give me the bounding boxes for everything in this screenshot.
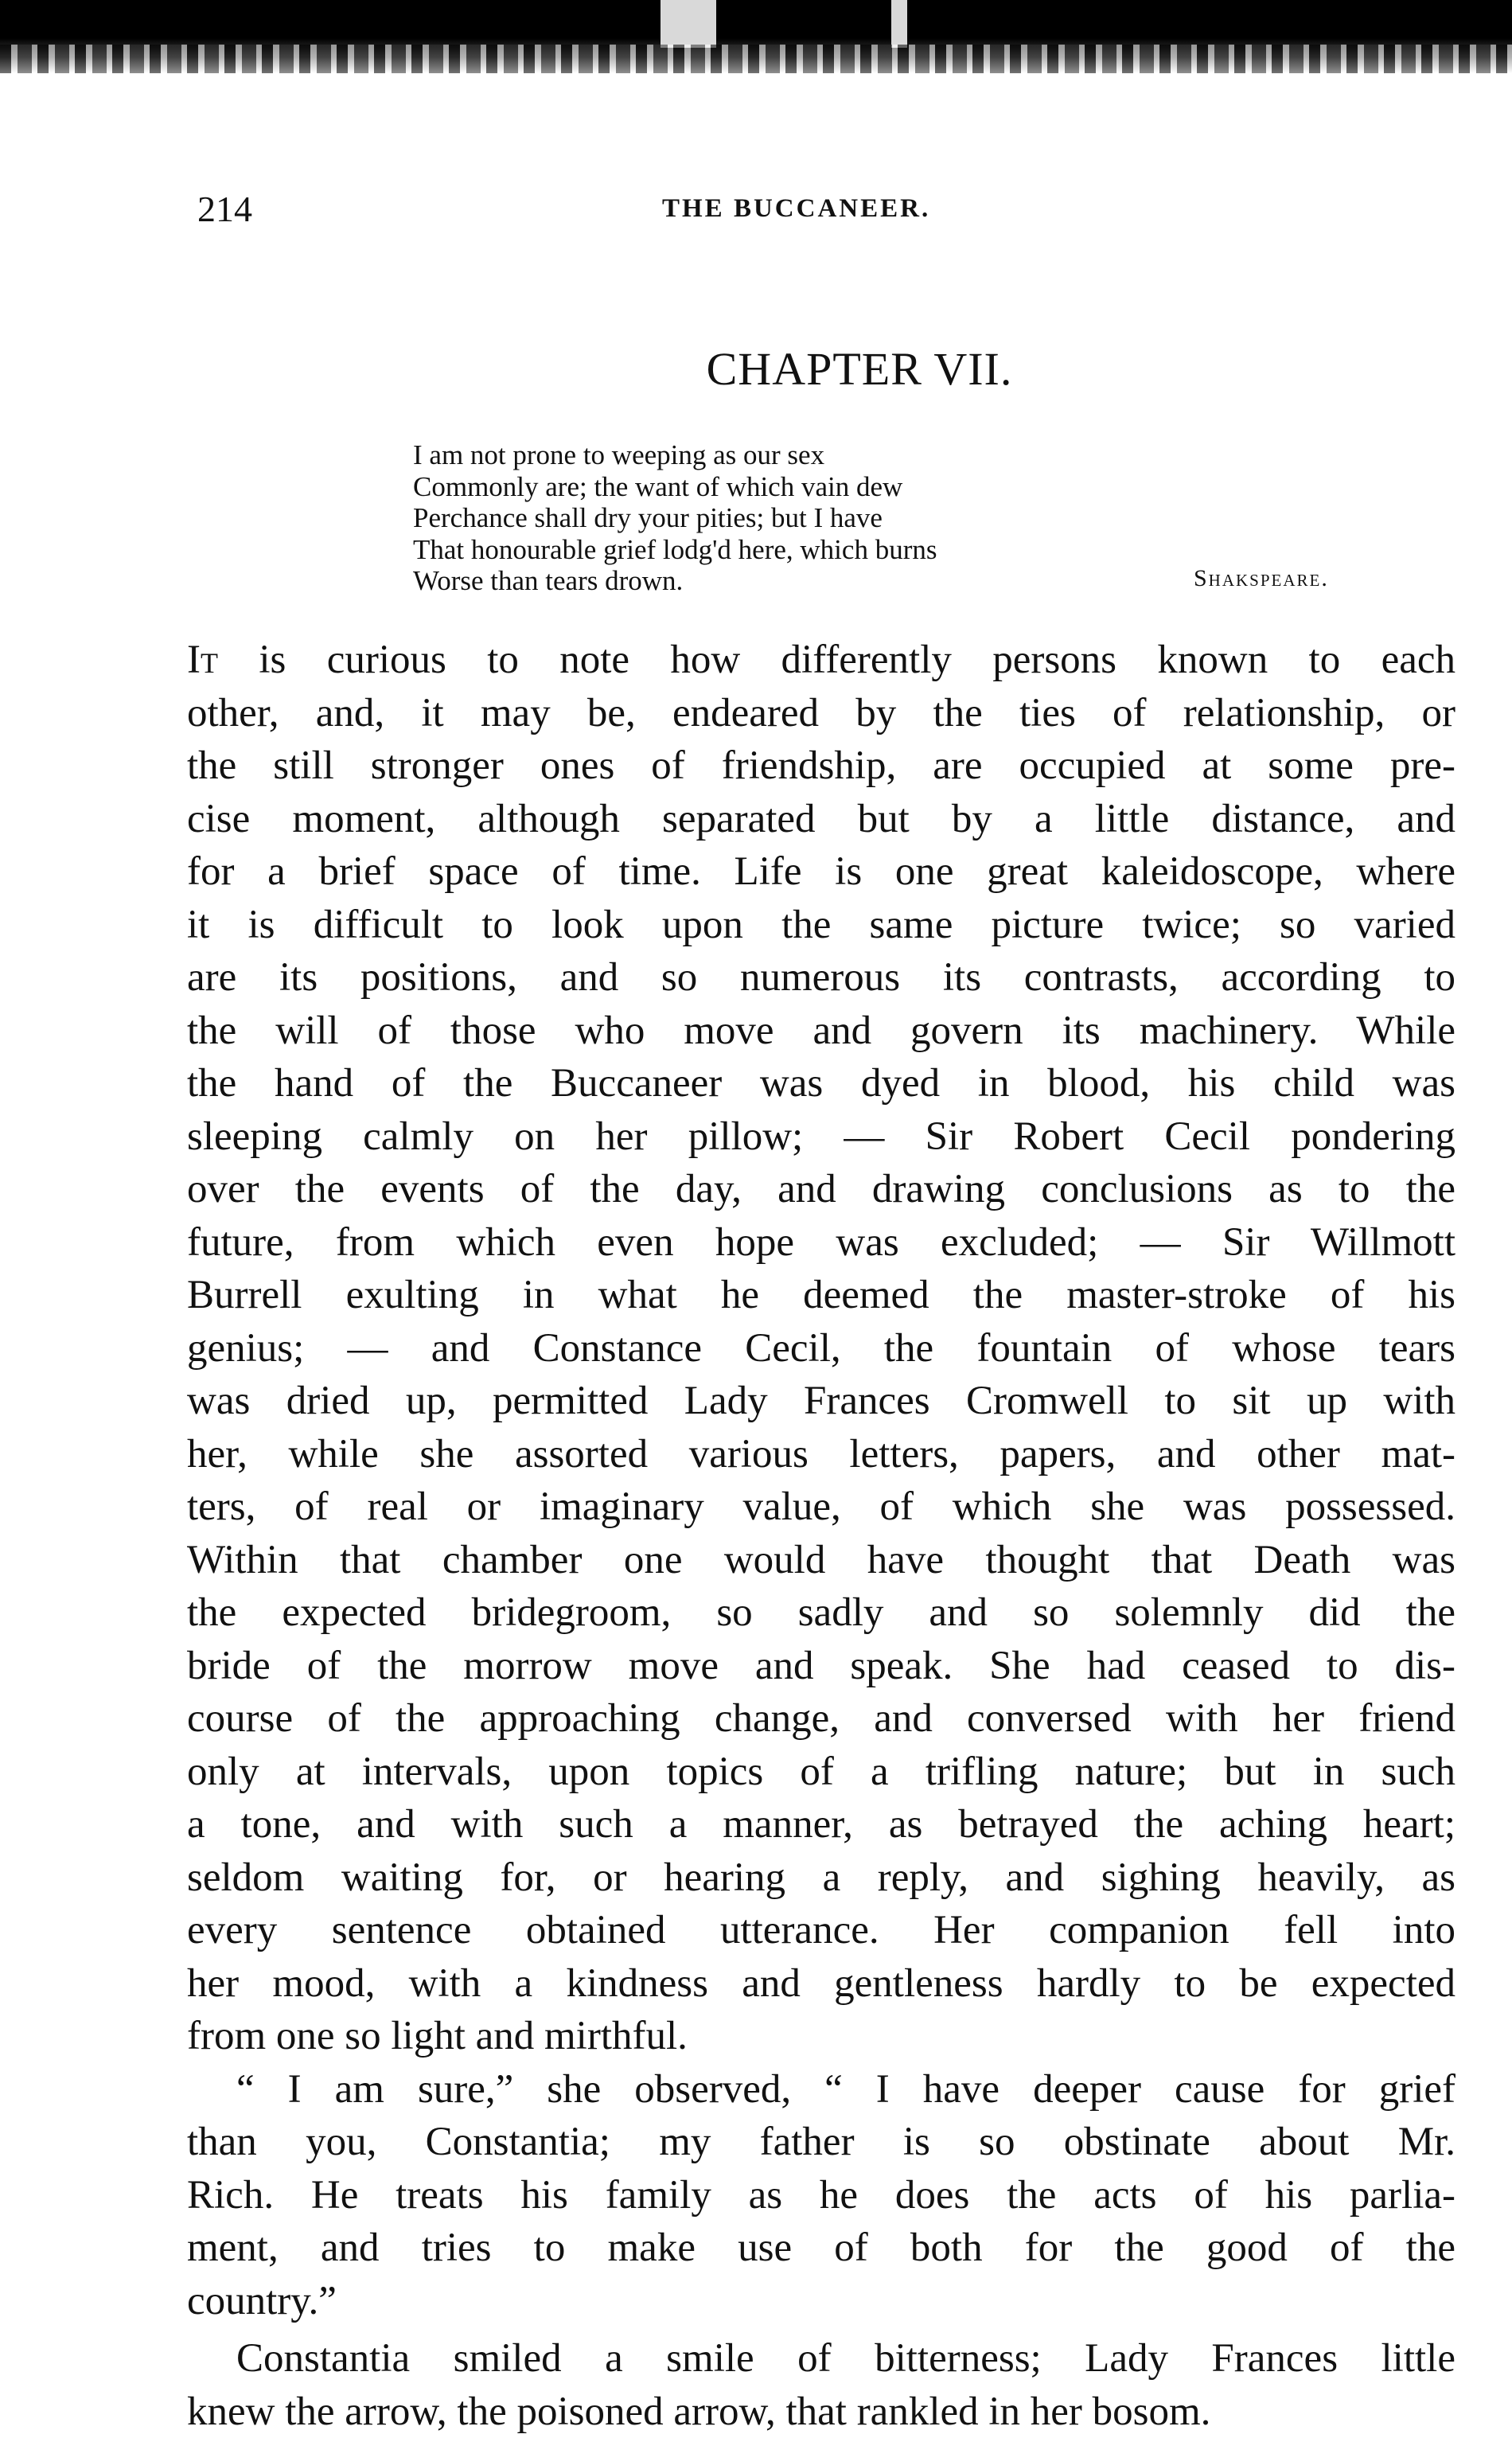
- paragraph-line: [187, 1586, 1455, 1640]
- paragraph-line: [187, 1692, 1455, 1746]
- paragraph-line: [187, 1110, 1455, 1164]
- paragraph-line: [187, 2063, 1455, 2116]
- line-text: ters, of real or imaginary value, of which she was possessed.: [187, 1484, 1455, 1529]
- line-text: over the events of the day, and drawing conclusions as to the: [187, 1167, 1455, 1211]
- paragraph-line: [187, 1428, 1455, 1481]
- line-text: bride of the morrow move and speak. She had ceased to dis-: [187, 1644, 1455, 1688]
- paragraph-line: [187, 1322, 1455, 1375]
- line-text: Within that chamber one would have thought that Death was: [187, 1538, 1455, 1582]
- line-text: knew the arrow, the poisoned arrow, that rankled in her bosom.: [187, 2389, 1210, 2434]
- line-text: cise moment, although separated but by a little distance, and: [187, 797, 1455, 841]
- chapter-title: CHAPTER VII.: [707, 342, 1013, 396]
- epigraph-line: Perchance shall dry your pities; but I have: [413, 502, 1400, 534]
- page-number: 214: [197, 188, 252, 230]
- line-text: course of the approaching change, and conversed with her friend: [187, 1696, 1455, 1741]
- line-text: seldom waiting for, or hearing a reply, and sighing heavily, as: [187, 1855, 1455, 1900]
- running-title: THE BUCCANEER.: [662, 194, 930, 224]
- paragraph-line: [187, 1534, 1455, 1587]
- line-text: the will of those who move and govern its machinery. While: [187, 1008, 1455, 1053]
- paragraph-line: [187, 1375, 1455, 1428]
- paragraph-line: [187, 2332, 1455, 2385]
- epigraph-line: I am not prone to weeping as our sex: [413, 439, 1400, 471]
- line-text: “ I am sure,” she observed, “ I have deeper cause for grief: [236, 2067, 1455, 2112]
- paragraph-line: [187, 687, 1455, 740]
- line-text: country.”: [187, 2279, 337, 2323]
- paragraph-line: [187, 899, 1455, 952]
- paragraph-line: [187, 2116, 1455, 2169]
- epigraph-line: Commonly are; the want of which vain dew: [413, 471, 1400, 503]
- paragraph-line: [187, 1057, 1455, 1110]
- line-text: sleeping calmly on her pillow; — Sir Robert Cecil pondering: [187, 1114, 1455, 1159]
- paragraph-line: [187, 2222, 1455, 2275]
- paragraph-line: [187, 845, 1455, 899]
- line-text: is curious to note how differently persons known to each: [218, 638, 1455, 682]
- line-text: a tone, and with such a manner, as betrayed the aching heart;: [187, 1802, 1455, 1847]
- line-text: than you, Constantia; my father is so obstinate about Mr.: [187, 2120, 1455, 2164]
- paragraph-line: [187, 1640, 1455, 1693]
- epigraph-line: Worse than tears drown.: [413, 565, 1400, 597]
- paragraph-line: [187, 1798, 1455, 1851]
- line-text: every sentence obtained utterance. Her companion fell into: [187, 1908, 1455, 1952]
- paragraph-line: [187, 2275, 1455, 2328]
- line-text: the expected bridegroom, so sadly and so solemnly did the: [187, 1590, 1455, 1635]
- paragraph-line: [187, 1851, 1455, 1905]
- paragraph-line: [187, 2169, 1455, 2222]
- paragraph-line: [187, 2385, 1455, 2438]
- line-text: genius; — and Constance Cecil, the fountain of whose tears: [187, 1326, 1455, 1371]
- line-text: was dried up, permitted Lady Frances Cromwell to sit up with: [187, 1379, 1455, 1423]
- line-text: future, from which even hope was excluded; — Sir Willmott: [187, 1220, 1455, 1265]
- scan-artifact-band: [0, 0, 1512, 73]
- line-text: are its positions, and so numerous its contrasts, according to: [187, 955, 1455, 1000]
- chapter-heading: [0, 342, 1512, 396]
- paragraph-line: [187, 739, 1455, 793]
- paragraph-line: [187, 1269, 1455, 1322]
- paragraph-line: [187, 1480, 1455, 1534]
- paragraph-line: [187, 634, 1455, 687]
- paragraph-line: [187, 1957, 1455, 2011]
- paragraph-line: [187, 1746, 1455, 1799]
- line-text: Rich. He treats his family as he does the acts of his parlia-: [187, 2173, 1455, 2218]
- paragraph-line: [187, 1216, 1455, 1270]
- paragraph-line: [187, 1004, 1455, 1058]
- line-text: only at intervals, upon topics of a trifling nature; but in such: [187, 1750, 1455, 1794]
- body-text: [187, 634, 1455, 2438]
- paragraph-line: [187, 793, 1455, 846]
- line-text: Constantia smiled a smile of bitterness; Lady Frances little: [236, 2336, 1455, 2381]
- line-text: Burrell exulting in what he deemed the master-stroke of his: [187, 1273, 1455, 1317]
- paragraph-line: [187, 1163, 1455, 1216]
- line-text: it is difficult to look upon the same picture twice; so varied: [187, 903, 1455, 947]
- initial-small-caps: It: [187, 638, 218, 682]
- line-text: for a brief space of time. Life is one great kaleidoscope, where: [187, 849, 1455, 894]
- line-text: her mood, with a kindness and gentleness hardly to be expected: [187, 1961, 1455, 2006]
- paragraph-line: [187, 2010, 1455, 2063]
- paragraph-line: [187, 951, 1455, 1004]
- line-text: other, and, it may be, endeared by the ties of relationship, or: [187, 691, 1455, 735]
- epigraph-attribution: Shakspeare.: [1194, 565, 1329, 592]
- paragraph-line: [187, 1904, 1455, 1957]
- line-text: her, while she assorted various letters, papers, and other mat-: [187, 1432, 1455, 1476]
- line-text: the still stronger ones of friendship, are occupied at some pre-: [187, 743, 1455, 788]
- line-text: from one so light and mirthful.: [187, 2014, 688, 2058]
- epigraph-line: That honourable grief lodg'd here, which burns: [413, 534, 1400, 566]
- line-text: the hand of the Buccaneer was dyed in blood, his child was: [187, 1061, 1455, 1106]
- line-text: ment, and tries to make use of both for the good of the: [187, 2225, 1455, 2270]
